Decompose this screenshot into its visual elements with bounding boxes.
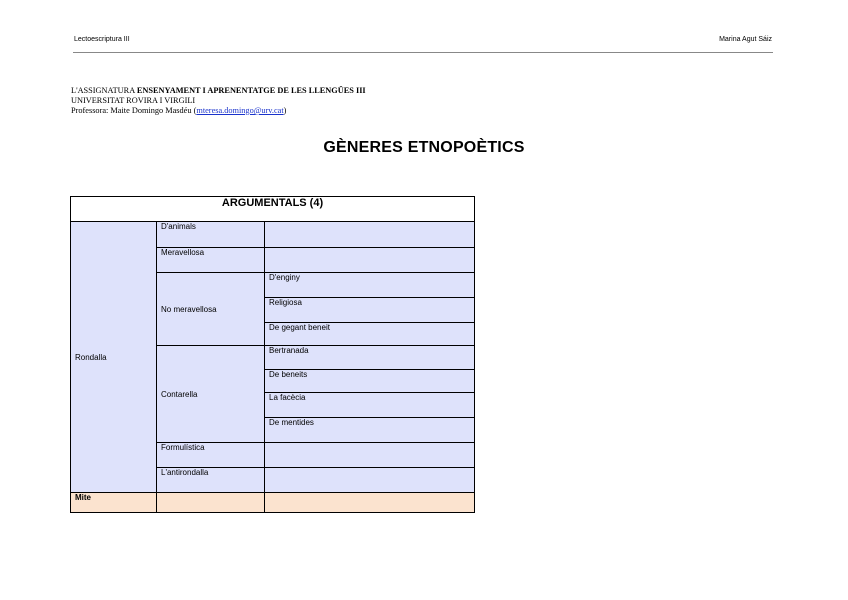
table-heading: ARGUMENTALS (4) (71, 197, 475, 222)
cell-d-animals: D'animals (157, 222, 265, 248)
cell-empty (265, 222, 475, 248)
cell-formulistica: Formulística (157, 443, 265, 468)
cell-la-facecia: La facècia (265, 393, 475, 418)
table-header-row (71, 197, 475, 222)
intro-block (71, 86, 366, 116)
page-title: GÈNERES ETNOPOÈTICS (323, 139, 525, 156)
course-prefix: L'ASSIGNATURA (71, 86, 137, 95)
cell-contarella: Contarella (157, 346, 265, 443)
cell-meravellosa: Meravellosa (157, 248, 265, 273)
cell-rondalla: Rondalla (71, 222, 157, 493)
genres-table (70, 196, 475, 513)
cell-de-beneits: De beneits (265, 370, 475, 393)
cell-empty (265, 493, 475, 513)
cell-empty (265, 468, 475, 493)
course-line (71, 86, 366, 96)
table-row-mite (71, 493, 475, 513)
cell-bertranada: Bertranada (265, 346, 475, 370)
cell-empty (265, 443, 475, 468)
header-left: Lectoescriptura III (74, 36, 130, 43)
cell-empty (265, 248, 475, 273)
professor-suffix: ) (283, 106, 287, 115)
cell-mite: Mite (71, 493, 157, 513)
email-link[interactable]: mteresa.domingo@urv.cat (196, 106, 284, 115)
cell-de-mentides: De mentides (265, 418, 475, 443)
professor-prefix: Professora: Maite Domingo Masdéu ( (71, 106, 197, 115)
cell-no-meravellosa: No meravellosa (157, 273, 265, 346)
course-name: ENSENYAMENT I APRENENTATGE DE LES LLENGÜES III (136, 86, 366, 95)
professor-line (71, 106, 366, 116)
table-row (71, 222, 475, 248)
university-line: UNIVERSITAT ROVIRA I VIRGILI (71, 96, 196, 105)
header-right: Marina Agut Sáiz (719, 36, 772, 43)
cell-religiosa: Religiosa (265, 298, 475, 323)
header-divider (73, 52, 773, 53)
cell-denginy: D'enginy (265, 273, 475, 298)
cell-empty (157, 493, 265, 513)
cell-de-gegant: De gegant beneit (265, 323, 475, 346)
cell-antirondalla: L'antirondalla (157, 468, 265, 493)
